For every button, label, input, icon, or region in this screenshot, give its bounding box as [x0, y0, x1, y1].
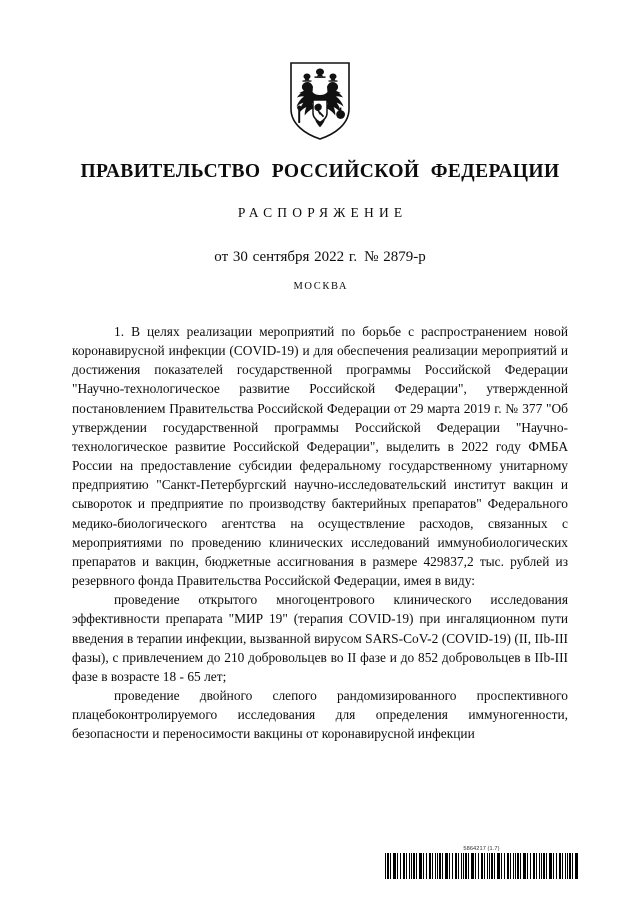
document-date-number [0, 222, 640, 266]
body-paragraph-1: 1. В целях реализации мероприятий по борьбе с распространением новой коронавирусной инфекции (COVID-19) и для обеспечения реализации мероприятий и достижения показателей государственной программы Российской Федерации "Научно-технологическое развитие Российской Федерации", утвержденной постановлением Правительства Российской Федерации от 29 марта 2019 г. № 377 "Об утверждении государственной программы Российской Федерации "Научно-технологическое развитие Российской Федерации", выделить в 2022 году ФМБА России на предоставление субсидии федеральному государственному унитарному предприятию "Санкт-Петербургский научно-исследовательский институт вакцин и сывороток и предприятие по производству бактерийных препаратов" Федерального медико-биологического агентства на осуществление расходов, связанных с мероприятиями по проведению клинических исследований иммунобиологических препаратов и вакцин, бюджетные ассигнования в размере 429837,2 тыс. рублей из резервного фонда Правительства Российской Федерации, имея в виду: [72, 324, 568, 589]
document-date: от 30 сентября 2022 г. [214, 248, 358, 265]
barcode-icon [385, 853, 578, 879]
body-paragraph-3: проведение двойного слепого рандомизированного проспективного плацебоконтролируемого исследования для определения иммуногенности, безопасности и переносимости вакцины от коронавирусной инфекции [72, 687, 568, 742]
document-city: МОСКВА [293, 280, 349, 292]
russian-federation-coat-of-arms-icon [287, 62, 353, 140]
emblem-container [0, 62, 640, 140]
body-paragraph-2: проведение открытого многоцентрового клинического исследования эффективности препарата "МИР 19" (терапия COVID-19) при ингаляционном пути введения в терапии инфекции, вызванной вирусом SARS-CoV-2 (COVID-19) (II, IIb-III фазы), с привлечением до 210 добровольцев во II фазе и до 852 добровольцев в IIb-III фазе в возрасте 18 - 65 лет; [72, 592, 568, 684]
document-kind: РАСПОРЯЖЕНИЕ [237, 205, 408, 221]
document-body [72, 322, 568, 743]
organization-title: ПРАВИТЕЛЬСТВО РОССИЙСКОЙ ФЕДЕРАЦИИ [80, 161, 560, 182]
document-header [0, 160, 640, 293]
document-number: № 2879-р [364, 248, 426, 265]
barcode-block [385, 845, 578, 879]
barcode-label: 5864217 (1.7) [463, 846, 500, 852]
